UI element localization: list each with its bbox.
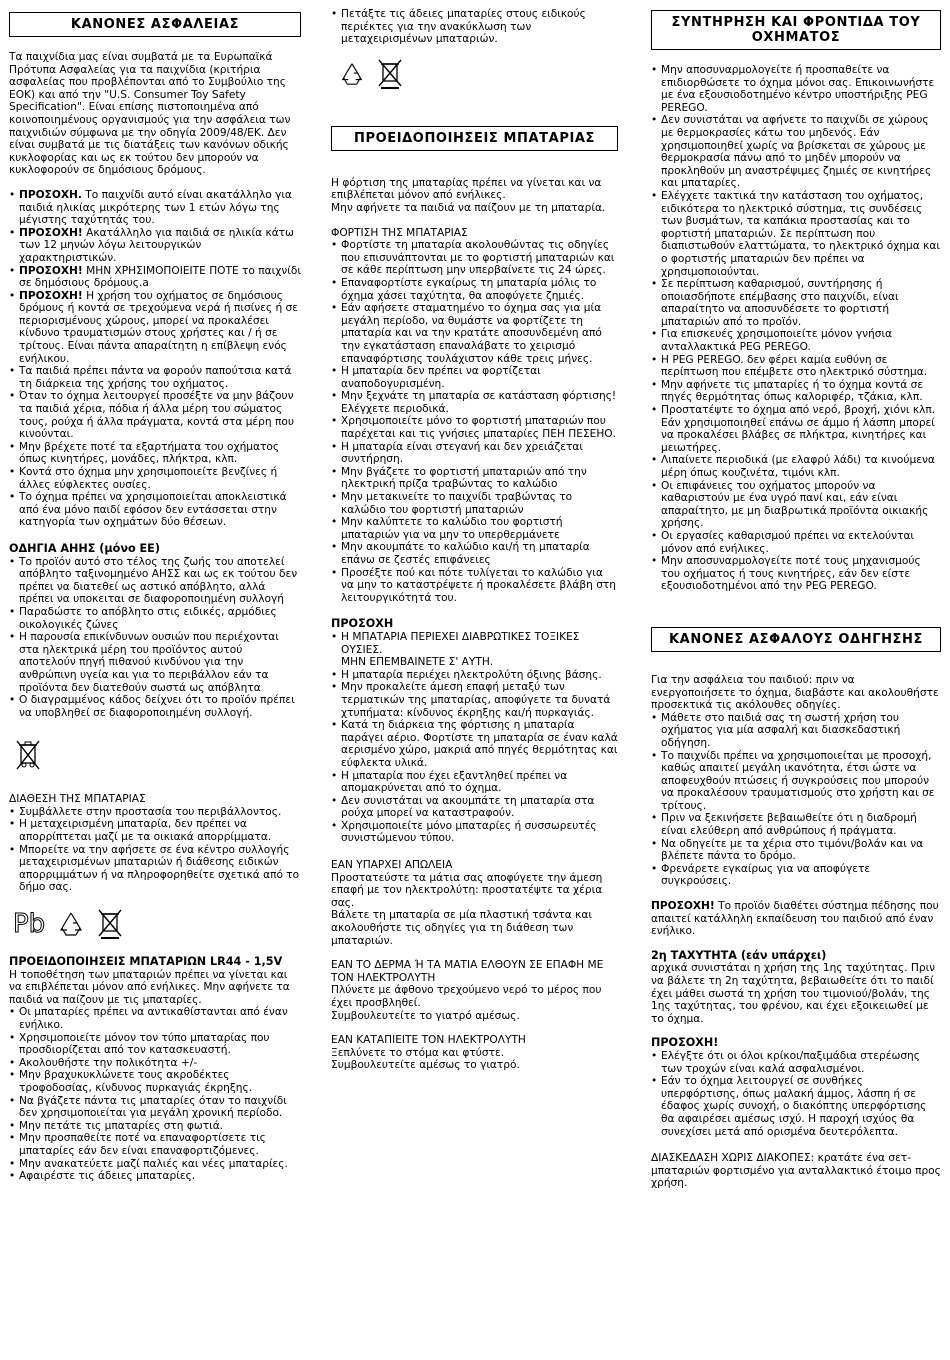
list-item: • Πριν να ξεκινήσετε βεβαιωθείτε ότι η διαδρομή είναι ελεύθερη από ανθρώπους ή πράγματα. [651,812,941,837]
list-item: • Μην πετάτε τις μπαταρίες στη φωτιά. [9,1120,301,1133]
list-item: • ΠΡΟΣΟΧΗ! Ακατάλληλο για παιδιά σε ηλικία κάτω των 12 μηνών λόγω λειτουργικών χαρακτηριστικών. [9,227,301,265]
battery-warnings-title: ΠΡΟΕΙΔΟΠΟΙΗΣΕΙΣ ΜΠΑΤΑΡΙΑΣ [331,126,618,151]
list-item: • Η PEG PEREGO. δεν φέρει καμία ευθύνη σε περίπτωση που επέμβετε στο ηλεκτρικό σύστημα. [651,354,941,379]
swallow-text-1: Ξεπλύνετε το στόμα και φτύστε. [331,1046,505,1059]
pb-label: Pb [13,909,46,940]
list-item: • Εάν το όχημα λειτουργεί σε συνθήκες υπερφόρτισης, όπως μαλακή άμμος, λάσπη ή σε έδαφος χωρίς συνοχή, ο διακόπτης υπερφόρτισης θα αφαιρέσει αμέσως ισχύ. Η παροχή ισχύος θα συνεχίσει μετά από ορισμένα δευτερόλεπτα. [651,1075,941,1138]
list-item: • Μην μετακινείτε το παιχνίδι τραβώντας το καλώδιο του φορτιστή μπαταριών [331,491,618,516]
leak-title: ΕΑΝ ΥΠΑΡΧΕΙ ΑΠΩΛΕΙΑ [331,859,453,872]
list-item: • Εάν αφήσετε σταματημένο το όχημα σας για μία μεγάλη περίοδο, να θυμάστε να φορτίζετε τη μπαταρία και να την κρατάτε αποσυνδεμένη από την εγκατάσταση επαναλάβατε το χειρισμό επαναφόρτισης τουλάχιστον κάθε τρεις μήνες. [331,302,618,365]
skin-text-1: Πλύνετε με άφθονο τρεχούμενο νερό το μέρος που έχει προσβληθεί. [331,984,602,1009]
list-item: • Το προϊόν αυτό στο τέλος της ζωής του αποτελεί απόβλητο ταξινομημένο ΑΗΣΣ και ως εκ τούτου δεν πρέπει να διατεθεί ως αστικό απόβλητο, αλλά πρέπει να υποκειται σε διαφοροποιημένη συλλογή [9,556,301,606]
list-item: • ΠΡΟΣΟΧΗ! Η χρήση του οχήματος σε δημόσιους δρόμους ή κοντά σε τρεχούμενα νερά ή πισίνες ή σε περιορισμένους χώρους, μπορεί να προκαλέσει κίνδυνο τραυματισμών στους χρήστες και / ή σε τρίτους. Είναι πάντα απαραίτητη η επίβλεψη ενός ενήλικου. [9,290,301,366]
list-item: • Μην ανακατεύετε μαζί παλιές και νέες μπαταρίες. [9,1158,301,1171]
column-2 [331,0,618,1072]
list-item: • Οι εργασίες καθαρισμού πρέπει να εκτελούνται μόνον από ενήλικες. [651,530,941,555]
caution-title: ΠΡΟΣΟΧΗ [331,617,394,631]
list-item: • Προστατέψτε το όχημα από νερό, βροχή, χιόνι κλπ. Εάν χρησιμοποιηθεί επάνω σε άμμο ή λάσπη μπορεί να προκαλέσει βλάβες σε πλήκτρα, κινητήρες και μειωτήρες. [651,404,941,454]
list-item: • Φρενάρετε εγκαίρως για να αποφύγετε συγκρούσεις. [651,863,941,888]
list-item: • Ελέγξτε ότι οι όλοι κρίκοι/παξιμάδια στερέωσης των τροχών είναι καλά ασφαλισμένοι. [651,1050,941,1075]
list-item: • ΠΡΟΣΟΧΗ! ΜΗΝ ΧΡΗΣΙΜΟΠΟΙΕΙΤΕ ΠΟΤΕ το παιχνίδι σε δημόσιους δρόμους.a [9,265,301,290]
recycle-icon [57,910,85,938]
battery-disposal-title: ΔΙΑΘΕΣΗ ΤΗΣ ΜΠΑΤΑΡΙΑΣ [9,793,146,806]
list-item: • Φορτίστε τη μπαταρία ακολουθώντας τις οδηγίες που επισυνάπτονται με το φορτιστή μπαταριών και σε κάθε περίπτωση μην υπερβαίνετε τις 24 ώρες. [331,239,618,277]
list-item: • Σε περίπτωση καθαρισμού, συντήρησης ή οποιασδήποτε επέμβασης στο παιχνίδι, είναι απαραίτητο να αποσυνδέσετε το φορτιστή μπαταριών από το προϊόν. [651,278,941,328]
safety-warnings-list [9,189,301,529]
list-item: • Οι μπαταρίες πρέπει να αντικαθίστανται από έναν ενήλικο. [9,1006,301,1031]
second-speed-title: 2η ΤΑΧΥΤΗΤΑ (εάν υπάρχει) [651,948,827,962]
list-item: • Μην βγάζετε το φορτιστή μπαταριών από την ηλεκτρική πρίζα τραβώντας το καλώδιο [331,466,618,491]
caution-title: ΠΡΟΣΟΧΗ! [651,1036,719,1050]
caution-list [331,631,618,845]
list-item: • Μην βρέχετε ποτέ τα εξαρτήματα του οχήματος όπως κινητήρες, μονάδες, πλήκτρα, κλπ. [9,441,301,466]
lr44-title: ΠΡΟΕΙΔΟΠΟΙΗΣΕΙΣ ΜΠΑΤΑΡΙΩΝ LR44 - 1,5V [9,955,283,969]
list-item: • Το παιχνίδι πρέπει να χρησιμοποιείται με προσοχή, καθώς απαιτεί μεγάλη ικανότητα, έτσι ώστε να αποφευχθούν πτώσεις ή συγκρούσεις που μπορούν να προκαλέσουν τραυματισμούς στο χρήστη και σε τρίτους. [651,750,941,813]
list-item: • Η μεταχειρισμένη μπαταρία, δεν πρέπει να απορρίπτεται μαζί με τα οικιακά απορρίμματα. [9,818,301,843]
leak-text-2: Βάλετε τη μπαταρία σε μία πλαστική τσάντα και ακολουθήστε τις οδηγίες για τη διάθεση των μπαταριών. [331,909,592,947]
disposal-list [9,806,301,894]
recycle-icons [339,58,618,90]
battery-intro-2: Μην αφήνετε τα παιδιά να παίζουν με τη μπαταρία. [331,201,606,214]
lr44-list [9,1006,301,1182]
list-item: • Προσέξτε πού και πότε τυλίγεται το καλώδιο για να μην το καταστρέψετε ή προκαλέσετε βλάβη στη λειτουργικότητά του. [331,567,618,605]
crossed-bin-icon [377,58,403,90]
list-item: • Η μπαταρία που έχει εξαντληθεί πρέπει να απομακρύνεται από το όχημα. [331,770,618,795]
list-item: • Για επισκευές χρησιμοποιείτε μόνον γνήσια ανταλλακτικά PEG PEREGO. [651,328,941,353]
list-item: • Ακολουθήστε την πολικότητα +/- [9,1057,301,1070]
list-item: • Η μπαταρία είναι στεγανή και δεν χρειάζεται συντήρηση. [331,441,618,466]
list-item: • Αφαιρέστε τις άδειες μπαταρίες. [9,1170,301,1183]
battery-intro-1: Η φόρτιση της μπαταρίας πρέπει να γίνεται και να επιβλέπεται μόνον από ενήλικες. [331,176,602,202]
list-item: • Μην προσπαθείτε ποτέ να επαναφορτίσετε τις μπαταρίες εάν δεν είναι επαναφορτιζόμενες. [9,1132,301,1157]
list-item: • Μπορείτε να την αφήσετε σε ένα κέντρο συλλογής μεταχειρισμένων μπαταριών ή διάθεσης ειδικών απορριμμάτων ή να πληροφορηθείτε σχετικά από το δήμο σας. [9,844,301,894]
list-item: • Το όχημα πρέπει να χρησιμοποιείται αποκλειστικά από ένα μόνο παιδί εφόσον δεν εντάσσεται στην κατηγορία των οχημάτων δύο θέσεων. [9,491,301,529]
weee-title: ΟΔΗΓΙΑ ΑΗΗΣ (μόνο ΕΕ) [9,541,160,555]
list-item: • Μην προκαλείτε άμεση επαφή μεταξύ των τερματικών της μπαταρίας, αποφύγετε τα δυνατά χτυπήματα: κίνδυνος έκρηξης και/ή πυρκαγιάς. [331,681,618,719]
list-item: • Μην καλύπτετε το καλώδιο του φορτιστή μπαταριών για να μην το υπερθερμάνετε [331,516,618,541]
safe-driving-title: ΚΑΝΟΝΕΣ ΑΣΦΑΛΟΥΣ ΟΔΗΓΗΣΗΣ [651,627,941,652]
list-item: • Επαναφορτίστε εγκαίρως τη μπαταρία μόλις το όχημα χάσει ταχύτητα, θα αποφύγετε ζημιές. [331,277,618,302]
safety-rules-title: ΚΑΝΟΝΕΣ ΑΣΦΑΛΕΙΑΣ [9,12,301,37]
recycle-icon [339,61,365,87]
column-3 [651,0,941,1202]
weee-list [9,556,301,720]
list-item: • Παραδώστε το απόβλητο στις ειδικές, αρμόδιες οικολογικές ζώνες [9,606,301,631]
list-item: • Η μπαταρία δεν πρέπει να φορτίζεται αναποδογυρισμένη. [331,365,618,390]
list-item: • Συμβάλλετε στην προστασία του περιβάλλοντος. [9,806,301,819]
caution-list [651,1050,941,1138]
maintenance-list [651,64,941,593]
list-item: • Χρησιμοποιείτε μόνον τον τύπο μπαταρίας που προσδιορίζεται από τον κατασκευαστή. [9,1032,301,1057]
list-item: • Πετάξτε τις άδειες μπαταρίες στους ειδικούς περιέκτες για την ανακύκλωση των μεταχειρισμένων μπαταριών. [331,8,618,46]
brake-warning: ΠΡΟΣΟΧΗ! Το προϊόν διαθέτει σύστημα πέδησης που απαιτεί κατάλληλη εκπαίδευση του παιδιού από έναν ενήλικο. [651,900,939,938]
safety-intro: Τα παιχνίδια μας είναι συμβατά με τα Ευρωπαϊκά Πρότυπα Ασφαλείας για τα παιχνίδια (κριτήρια ασφαλείας που προβλέπονται από το Συμβούλιο της ΕΟΚ) και από την "U.S. Consumer Toy Safety Specification". Είναι επίσης πιστοποιημένα από κοινοποιημένους οργανισμούς για την ασφάλεια των παιχνιδιών σύμφωνα με την οδηγία 2009/48/ΕΚ. Δεν είναι συμβατά με τις διατάξεις των κανόνων οδικής κυκλοφορίας και ως εκ τούτου δεν μπορούν να κυκλοφορούν σε δημόσιους δρόμους. [9,51,291,177]
safe-driving-intro: Για την ασφάλεια του παιδιού: πριν να ενεργοποιήσετε το όχημα, διαβάστε και ακολουθήστε προσεκτικά τις ακόλουθες οδηγίες. [651,673,939,712]
list-item: • Δεν συνιστάται να αφήνετε το παιχνίδι σε χώρους με θερμοκρασίες κάτω του μηδενός. Εάν χρησιμοποιηθεί χωρίς να βρίσκεται σε χώρους με θερμοκρασία πάνω από το μηδέν μπορούν να προκληθούν μη αναστρέψιμες ζημιές σε κινητήρες και μπαταρίες. [651,114,941,190]
list-item: • Λιπαίνετε περιοδικά (με ελαφρύ λάδι) τα κινούμενα μέρη όπως κουζινέτα, τιμόνι κλπ. [651,454,941,479]
list-item: • Χρησιμοποιείτε μόνο το φορτιστή μπαταριών που παρέχεται και τις γνήσιες μπαταρίες ΠΕΗ ΠΕΣΕΗΟ. [331,415,618,440]
list-item: • ΠΡΟΣΟΧΗ. Το παιχνίδι αυτό είναι ακατάλληλο για παιδιά ηλικίας μικρότερης των 1 ετών λόγω της μέγιστης ταχύτητάς του. [9,189,301,227]
swallow-text-2: Συμβουλευτείτε αμέσως το γιατρό. [331,1059,520,1072]
safe-driving-list [651,712,941,888]
list-item: • Η παρουσία επικίνδυνων ουσιών που περιέχονται στα ηλεκτρικά μέρη του προϊόντος αυτού αποτελούν πηγή πιθανού κινδύνου για την ανθρώπινη υγεία και για το περιβάλλον εάν τα προϊόντα δεν διατεθούν σωστά ως απόβλητα [9,631,301,694]
swallow-title: ΕΑΝ ΚΑΤΑΠΙΕΙΤΕ ΤΟΝ ΗΛΕΚΤΡΟΛΥΤΗ [331,1034,526,1047]
recycle-list [331,8,618,46]
leak-text-1: Προστατεύστε τα μάτια σας αποφύγετε την άμεση επαφή με τον ηλεκτρολύτη: προστατέψτε τα χέρια σας. [331,871,603,909]
skin-title: ΕΑΝ ΤΟ ΔΕΡΜΑ Ή ΤΑ ΜΑΤΙΑ ΕΛΘΟΥΝ ΣΕ ΕΠΑΦΗ ΜΕ ΤΟΝ ΗΛΕΚΤΡΟΛΥΤΗ [331,959,604,984]
list-item: • Κατά τη διάρκεια της φόρτισης η μπαταρία παράγει αέριο. Φορτίστε τη μπαταρία σε έναν καλά αερισμένο χώρο, μακριά από πηγές θερμότητας και εύφλεκτα υλικά. [331,719,618,769]
maintenance-title: ΣΥΝΤΗΡΗΣΗ ΚΑΙ ΦΡΟΝΤΙΔΑ ΤΟΥ ΟΧΗΜΑΤΟΣ [651,10,941,50]
list-item: • Η μπαταρία περιέχει ηλεκτρολύτη όξινης βάσης. [331,669,618,682]
list-item: • Να οδηγείτε με τα χέρια στο τιμόνι/βολάν και να βλέπετε πάντα το δρόμο. [651,838,941,863]
list-item: • Χρησιμοποιείτε μόνο μπαταρίες ή συσσωρευτές συνιστώμενου τύπου. [331,820,618,845]
spare-battery-tip: ΔΙΑΣΚΕΔΑΣΗ ΧΩΡΙΣ ΔΙΑΚΟΠΕΣ: κρατάτε ένα σετ-μπαταριών φορτισμένο για ανταλλακτικό έτοιμο προς χρήση. [651,1152,941,1190]
column-1 [9,0,301,1183]
list-item: • Μην βραχυκυκλώνετε τους ακροδέκτες τροφοδοσίας, κίνδυνος πυρκαγιάς έκρηξης. [9,1069,301,1094]
list-item: • Μην ακουμπάτε το καλώδιο και/ή τη μπαταρία επάνω σε ζεστές επιφάνειες [331,541,618,566]
crossed-bin-icon [97,908,123,940]
list-item: • Μην αποσυναρμολογείτε ή προσπαθείτε να επιδιορθώσετε το όχημα μόνοι σας. Επικοινωνήστε με ένα εξουσιοδοτημένο κέντρο υποστήριξης PEG PEREGO. [651,64,941,114]
list-item: • Όταν το όχημα λειτουργεί προσέξτε να μην βάζουν τα παιδιά χέρια, πόδια ή άλλα μέρη του σώματος τους, ρούχα ή άλλα πράγματα, κοντά στα μέρη που κινούνται. [9,390,301,440]
list-item: • Μάθετε στο παιδιά σας τη σωστή χρήση του οχήματος για μία ασφαλή και διασκεδαστική οδήγηση. [651,712,941,750]
list-item: • Δεν συνιστάται να ακουμπάτε τη μπαταρία στα ρούχα μπορεί να καταστραφούν. [331,795,618,820]
list-item: • Μην αποσυναρμολογείτε ποτέ τους μηχανισμούς του οχήματος ή τους κινητήρες, εάν δεν είστε εξουσιοδοτημένοι από την PEG PEREGO. [651,555,941,593]
crossed-bin-icon [15,739,301,773]
lr44-intro: Η τοποθέτηση των μπαταριών πρέπει να γίνεται και να επιβλέπεται μόνον από ενήλικες. Μην αφήνετε τα παιδιά να παίζουν με τις μπαταρίες. [9,968,290,1006]
charging-list [331,239,618,604]
list-item: • Ελέγχετε τακτικά την κατάσταση του οχήματος, ειδικότερα το ηλεκτρικό σύστημα, τις συνδέσεις των βυσμάτων, τα καπάκια προστασίας και το φορτιστή μπαταριών. Σε περίπτωση που διαπιστωθούν ελαττώματα, το ηλεκτρικό όχημα και ο φορτιστής μπαταριών δεν πρέπει να χρησιμοποιούνται. [651,190,941,278]
list-item: • Μην αφήνετε τις μπαταρίες ή το όχημα κοντά σε πηγές θερμότητας όπως καλοριφέρ, τζάκια, κλπ. [651,379,941,404]
list-item: • Οι επιφάνειες του οχήματος μπορούν να καθαριστούν με ένα υγρό πανί και, εάν είναι απαραίτητο, με μη διαβρωτικά προϊόντα οικιακής χρήσης. [651,480,941,530]
list-item: • Τα παιδιά πρέπει πάντα να φορούν παπούτσια κατά τη διάρκεια της χρήσης του οχήματος. [9,365,301,390]
list-item: • Ο διαγραμμένος κάδος δείχνει ότι το προϊόν πρέπει να υποβληθεί σε διαφοροποιημένη συλλογή. [9,694,301,719]
skin-text-2: Συμβουλευτείτε το γιατρό αμέσως. [331,1009,520,1022]
list-item: • Μην ξεχνάτε τη μπαταρία σε κατάσταση φόρτισης! Ελέγχετε περιοδικά. [331,390,618,415]
second-speed-text: αρχικά συνιστάται η χρήση της 1ης ταχύτητας. Πριν να βάλετε τη 2η ταχύτητα, βεβαιωθείτε ότι το παιδί έχει μάθει σωστά τη χρήση του τιμονιού/βολάν, της 1ης ταχύτητας, του φρένου, και έχει εξοικειωθεί με το όχημα. [651,962,936,1025]
list-item: • Να βγάζετε πάντα τις μπαταρίες όταν το παιχνίδι δεν χρησιμοποιείται για μεγάλη χρονική περίοδο. [9,1095,301,1120]
disposal-icons [13,908,301,940]
charging-title: ΦΟΡΤΙΣΗ ΤΗΣ ΜΠΑΤΑΡΙΑΣ [331,226,468,239]
list-item: • Η ΜΠΑΤΑΡΙΑ ΠΕΡΙΕΧΕΙ ΔΙΑΒΡΩΤΙΚΕΣ ΤΟΞΙΚΕΣ ΟΥΣΙΕΣ. ΜΗΝ ΕΠΕΜΒΑΙΝΕΤΕ Σ' ΑΥΤΗ. [331,631,618,669]
list-item: • Κοντά στο όχημα μην χρησιμοποιείτε βενζίνες ή άλλες εύφλεκτες ουσίες. [9,466,301,491]
